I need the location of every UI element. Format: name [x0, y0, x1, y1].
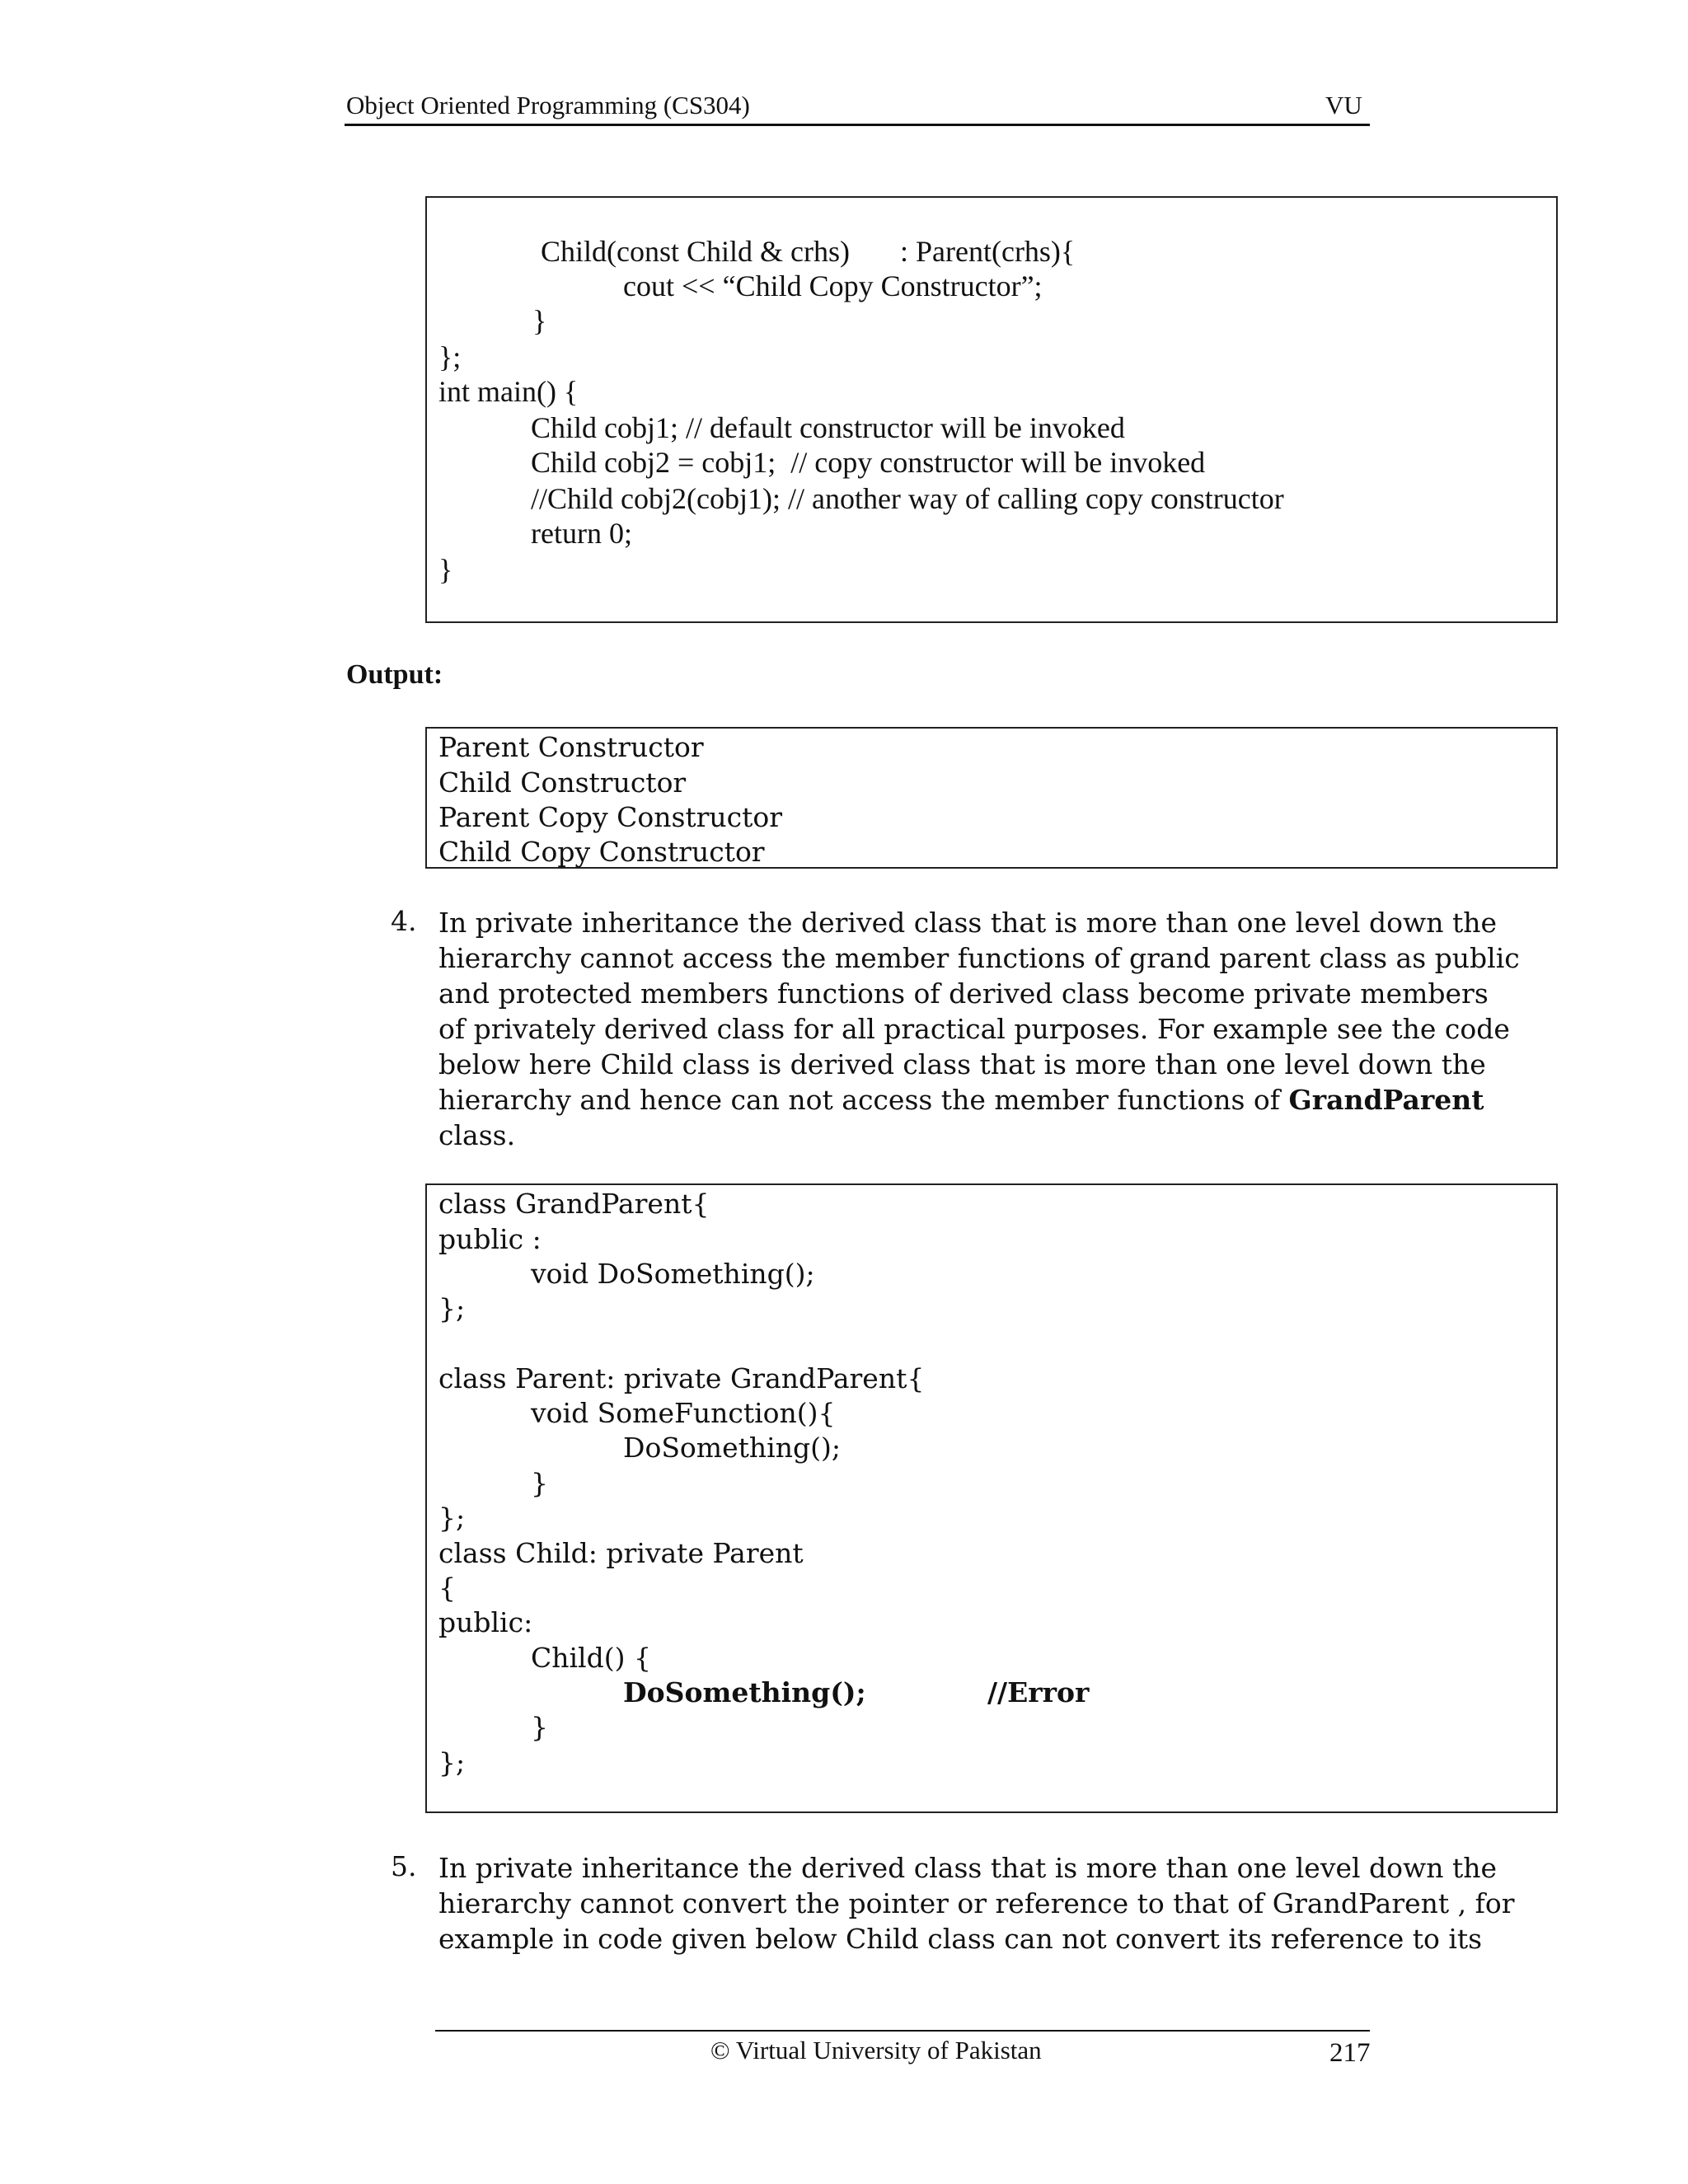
code-line: class Parent: private GrandParent{: [438, 1362, 925, 1394]
code-line: void SomeFunction(){: [531, 1397, 836, 1429]
code-line: class Child: private Parent: [438, 1537, 804, 1569]
code-line: }: [438, 553, 453, 586]
footer-copyright: © Virtual University of Pakistan: [710, 2036, 1042, 2064]
footer-rule: [435, 2030, 1370, 2032]
code-line: int main() {: [438, 375, 579, 408]
header-rule: [345, 124, 1370, 126]
page-number: 217: [1329, 2038, 1371, 2068]
header-title: Object Oriented Programming (CS304): [346, 91, 750, 120]
output-block: [425, 727, 1558, 869]
paragraph-line: In private inheritance the derived class that is more than one level down the: [438, 1852, 1498, 1884]
code-line: DoSomething();: [623, 1432, 841, 1464]
output-line: Child Copy Constructor: [438, 836, 765, 868]
code-line: class GrandParent{: [438, 1188, 710, 1220]
code-line: Child(const Child & crhs): [541, 235, 850, 268]
code-line: Child cobj2 = cobj1; // copy constructor will be invoked: [531, 446, 1206, 479]
paragraph-line: example in code given below Child class can not convert its reference to its: [438, 1923, 1483, 1955]
list-number: 4.: [391, 905, 417, 937]
paragraph-line: [438, 1082, 1484, 1118]
paragraph-line: and protected members functions of derived class become private members: [438, 977, 1489, 1010]
code-line: //Child cobj2(cobj1); // another way of calling copy constructor: [531, 482, 1284, 515]
code-block-copy-constructor: [425, 196, 1558, 623]
paragraph-line: of privately derived class for all practical purposes. For example see the code: [438, 1013, 1510, 1045]
code-line: Child cobj1; // default constructor will be invoked: [531, 411, 1125, 444]
header-institution: VU: [1325, 91, 1362, 120]
code-line: }: [532, 304, 547, 337]
output-line: Parent Copy Constructor: [438, 801, 783, 833]
code-line: void DoSomething();: [531, 1258, 815, 1290]
output-line: Child Constructor: [438, 766, 687, 799]
paragraph-line: below here Child class is derived class that is more than one level down the: [438, 1048, 1486, 1080]
paragraph-text: hierarchy and hence can not access the member functions of: [438, 1084, 1289, 1116]
code-line: }: [531, 1711, 548, 1743]
bold-term: GrandParent: [1288, 1084, 1484, 1116]
error-comment: //Error: [987, 1676, 1090, 1708]
code-line: };: [438, 1292, 466, 1324]
output-line: Parent Constructor: [438, 731, 704, 763]
paragraph-line: In private inheritance the derived class that is more than one level down the: [438, 907, 1498, 939]
code-block-private-inheritance: [425, 1183, 1558, 1813]
paragraph-item-5: [438, 1850, 1515, 1957]
code-line: {: [438, 1572, 456, 1604]
code-line: };: [438, 1502, 466, 1534]
paragraph-line: hierarchy cannot access the member functions of grand parent class as public: [438, 942, 1520, 974]
code-line: cout << “Child Copy Constructor”;: [623, 269, 1043, 302]
paragraph-line: class.: [438, 1119, 516, 1151]
code-line: : Parent(crhs){: [900, 235, 1076, 268]
code-line: };: [438, 1746, 466, 1779]
code-line: return 0;: [531, 517, 632, 550]
code-line: };: [438, 340, 462, 373]
code-line: Child() {: [531, 1642, 651, 1674]
code-line: public:: [438, 1606, 533, 1638]
paragraph-item-4: [438, 905, 1520, 1153]
list-number: 5.: [391, 1850, 417, 1882]
code-line-error: DoSomething();: [623, 1676, 866, 1708]
output-heading: Output:: [346, 659, 443, 690]
code-line: public :: [438, 1223, 542, 1255]
code-line: }: [531, 1467, 548, 1499]
paragraph-line: hierarchy cannot convert the pointer or reference to that of GrandParent , for: [438, 1887, 1515, 1919]
